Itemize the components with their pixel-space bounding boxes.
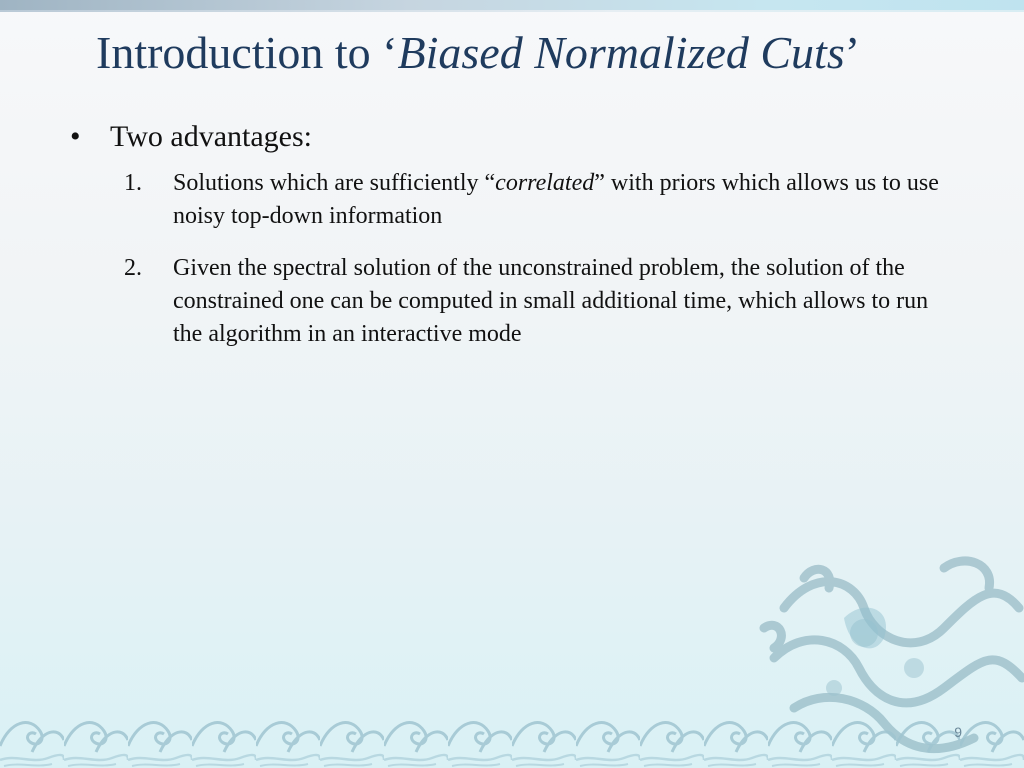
title-italic: Biased Normalized Cuts (397, 27, 845, 78)
title-suffix: ’ (844, 27, 861, 78)
bullet-marker: • (70, 120, 81, 153)
bullet-text: Two advantages: (110, 120, 313, 153)
numbered-item-2 (124, 252, 954, 351)
item-text: Given the spectral solution of the unconstrained problem, the solution of the constrained one can be computed in small additional time, which allows to run the algorithm in an interactive mode (173, 255, 929, 347)
item-number: 2. (124, 255, 142, 281)
header-divider (0, 10, 1024, 12)
item-text-italic: correlated (495, 170, 595, 196)
header-band (0, 0, 1024, 10)
item-text (173, 167, 954, 233)
item-text-before: Solutions which are sufficiently “ (173, 170, 496, 196)
title-prefix: Introduction to ‘ (96, 27, 398, 78)
page-number: 9 (954, 724, 962, 740)
wave-border-decoration (0, 706, 1024, 768)
slide-title (96, 26, 860, 79)
numbered-item-1 (124, 167, 954, 233)
item-text-after: ” with priors which allows us to use noisy top-down information (173, 170, 939, 229)
bullet-item (70, 120, 312, 154)
item-number: 1. (124, 170, 142, 196)
